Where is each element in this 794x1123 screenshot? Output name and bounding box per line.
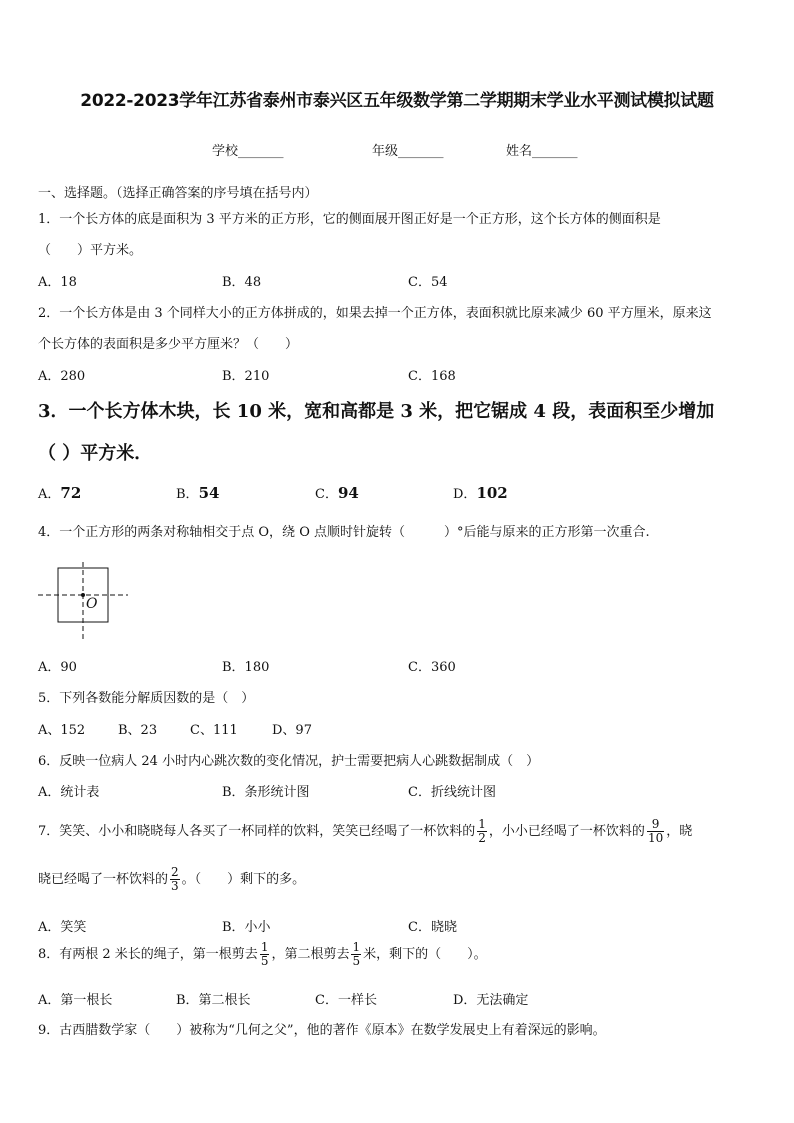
grade-field: 年级_______ [372,144,444,159]
square-diagram [38,562,130,642]
name-field: 姓名_______ [506,144,578,159]
q7-option-a: A．笑笑 [38,920,87,935]
q7-option-b: B．小小 [222,920,271,935]
q6-text: 6．反映一位病人 24 小时内心跳次数的变化情况，护士需要把病人心跳数据制成（ ） [38,754,540,769]
q4-option-a: A．90 [38,660,77,675]
q7-fraction-1 [477,818,487,845]
center-label: O [86,596,98,612]
q7-fraction-3-denominator: 3 [171,879,179,893]
q5-text: 5．下列各数能分解质因数的是（ ） [38,691,255,706]
q3-option-c-label: C． [315,487,338,502]
q8-fraction-2 [351,941,361,968]
q7-text-part1: 7．笑笑、小小和晓晓每人各买了一杯同样的饮料，笑笑已经喝了一杯饮料的 [38,824,476,839]
q3-option-b-label: B． [176,487,199,502]
q7-text-part2: ，小小已经喝了一杯饮料的 [488,824,645,839]
q8-text-part2: ，第二根剪去 [271,947,350,962]
q1-option-c: C．54 [408,275,448,290]
q3-option-d-label: D． [453,487,477,502]
center-point [81,593,85,597]
q8-fraction-2-denominator: 5 [352,954,361,968]
q3-text: 3．一个长方体木块，长 10 米，宽和高都是 3 米，把它锯成 4 段，表面积至少增加 [38,401,715,422]
q7-fraction-1-numerator: 1 [478,817,486,831]
q7-fraction-3 [170,866,180,893]
q7-text-cont [38,866,305,893]
q8-fraction-1-numerator: 1 [260,940,269,954]
q8-fraction-1-denominator: 5 [260,954,269,968]
q5-option-b: B、23 [118,723,158,738]
square-figure [38,562,130,646]
q3-option-c [315,483,359,502]
q4-text: 4．一个正方形的两条对称轴相交于点 O，绕 O 点顺时针旋转（ ）°后能与原来的正方形第一次重合. [38,525,650,540]
q7-fraction-1-denominator: 2 [478,831,486,845]
q8-option-d: D．无法确定 [453,993,529,1008]
q4-option-c: C．360 [408,660,456,675]
q3-option-b [176,483,219,502]
q3-option-c-value: 94 [337,484,359,502]
q8-option-b: B．第二根长 [176,993,251,1008]
q5-option-d: D、97 [272,723,312,738]
q3-option-a-label: A． [38,487,61,502]
q1-option-b: B．48 [222,275,262,290]
q8-text-part1: 8．有两根 2 米长的绳子，第一根剪去 [38,947,258,962]
q4-option-b: B．180 [222,660,270,675]
q5-option-c: C、111 [190,723,238,738]
q8-fraction-1 [260,941,270,968]
q6-option-a: A．统计表 [38,785,100,800]
q7-fraction-2 [647,818,664,845]
q2-option-b: B．210 [222,369,270,384]
school-field: 学校_______ [212,144,284,159]
q8-text-part3: 米，剩下的（ ）。 [363,947,487,962]
page-title: 2022-2023学年江苏省泰州市泰兴区五年级数学第二学期期末学业水平测试模拟试题 [80,91,714,111]
q8-fraction-2-numerator: 1 [352,940,361,954]
q7-text-part5: 。（ ）剩下的多。 [181,872,306,887]
q2-option-a: A．280 [38,369,86,384]
q8-option-c: C．一样长 [315,993,377,1008]
q7-text-part4: 晓已经喝了一杯饮料的 [38,872,169,887]
q6-option-c: C．折线统计图 [408,785,496,800]
q3-option-a-value: 72 [60,484,82,502]
q3-option-b-value: 54 [198,484,220,502]
q3-option-d [453,483,508,502]
q3-text-cont: （ ）平方米． [38,443,153,464]
q2-option-c: C．168 [408,369,456,384]
q3-option-a [38,483,81,502]
q8-option-a: A．第一根长 [38,993,113,1008]
q1-option-a: A．18 [38,275,77,290]
q1-text: 1．一个长方体的底是面积为 3 平方米的正方形，它的侧面展开图正好是一个正方形，这个长方体的侧面积是 [38,212,661,227]
q5-option-a: A、152 [38,723,86,738]
q7-text-part3: ，晓 [666,824,693,839]
q9-text: 9．古西腊数学家（ ）被称为“几何之父”，他的著作《原本》在数学发展史上有着深远的影响。 [38,1023,606,1038]
q2-text-cont: 个长方体的表面积是多少平方厘米？（ ） [38,337,299,352]
q7-fraction-2-numerator: 9 [647,818,664,832]
q6-option-b: B．条形统计图 [222,785,310,800]
q3-option-d-value: 102 [476,484,508,502]
q1-text-cont: （ ）平方米。 [38,243,143,258]
section-heading: 一、选择题。（选择正确答案的序号填在括号内） [38,186,318,201]
q7-fraction-2-denominator: 10 [647,831,664,845]
q7-fraction-3-numerator: 2 [171,865,179,879]
q8-text [38,941,487,968]
q7-option-c: C．晓晓 [408,920,457,935]
q2-text: 2．一个长方体是由 3 个同样大小的正方体拼成的，如果去掉一个正方体，表面积就比原来减少 60 平方厘米，原来这 [38,306,712,321]
q7-text [38,818,692,845]
